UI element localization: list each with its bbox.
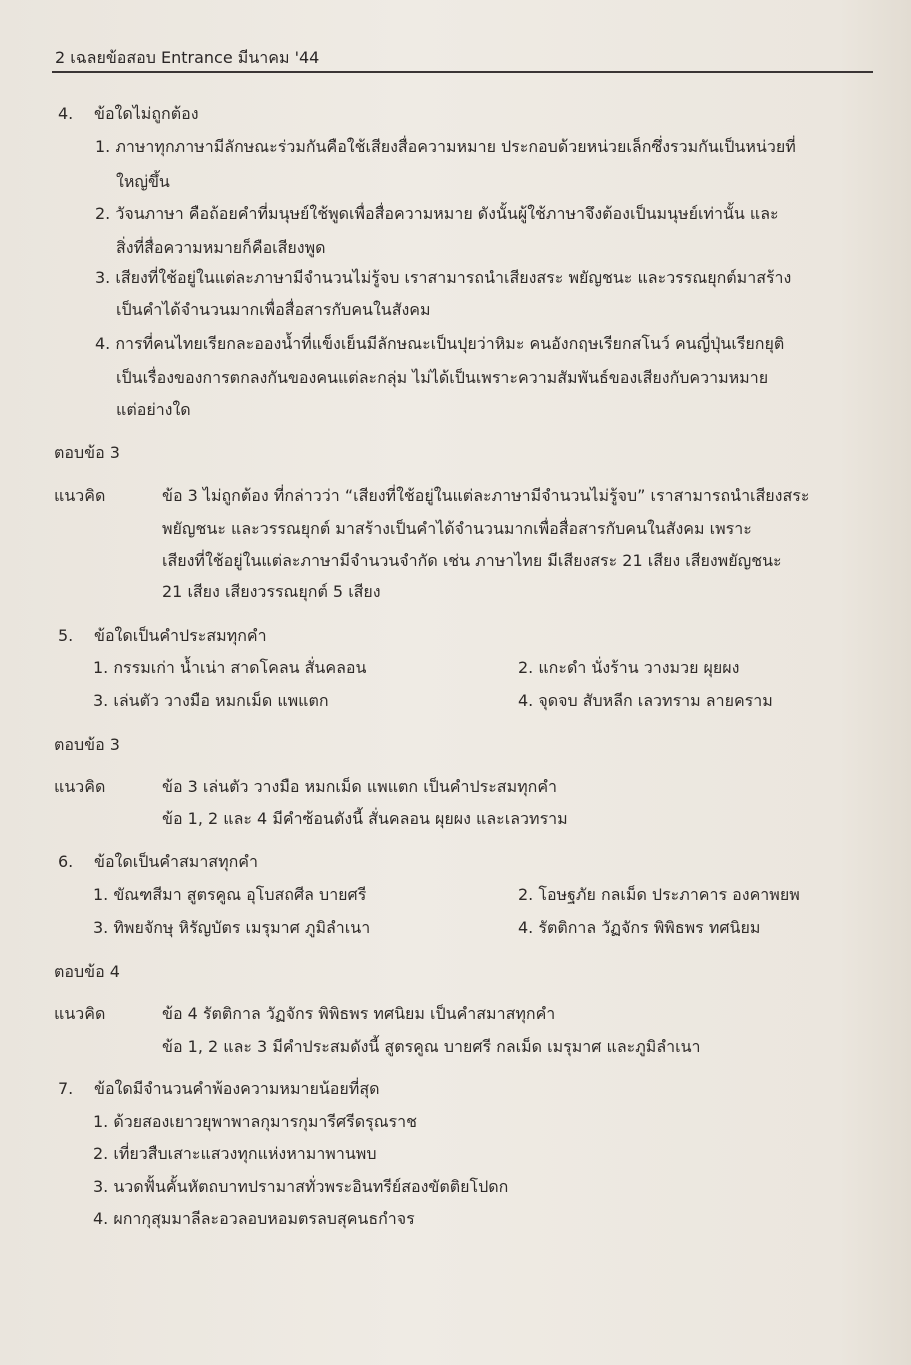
q4-note-line-2: พยัญชนะ และวรรณยุกต์ มาสร้างเป็นคำได้จำนวนมากเพื่อสื่อสารกับคนในสังคม เพราะ [162, 519, 752, 538]
q4-option-3-line-2: เป็นคำได้จำนวนมากเพื่อสื่อสารกับคนในสังคม [116, 300, 431, 319]
question-number: 7. [58, 1079, 74, 1098]
question-number: 6. [58, 852, 74, 871]
option-text: 1. ภาษาทุกภาษามีลักษณะร่วมกันคือใช้เสียงสื่อความหมาย ประกอบด้วยหน่วยเล็กซึ่งรวมกันเป็นหน่วยที่ [95, 137, 796, 156]
running-header [55, 46, 319, 71]
q4-option-1-line-2: ใหญ่ขึ้น [116, 172, 170, 191]
q6-option-2: 2. โอษฐภัย กลเม็ด ประภาคาร องคาพยพ [518, 885, 800, 904]
q4-note-line-1: ข้อ 3 ไม่ถูกต้อง ที่กล่าวว่า “เสียงที่ใช้อยู่ในแต่ละภาษามีจำนวนไม่รู้จบ” เราสามารถนำเสียงสระ [162, 486, 810, 505]
q7-option-3: 3. นวดฟั้นคั้นหัตถบาทปรามาสทั่วพระอินทรีย์สองขัตติยโปดก [93, 1177, 509, 1196]
question-6-prompt [58, 850, 258, 875]
q5-option-1: 1. กรรมเก่า น้ำเน่า สาดโคลน สั่นคลอน [93, 658, 367, 677]
q4-option-4-line-1: 4. การที่คนไทยเรียกละอองน้ำที่แข็งเย็นมีลักษณะเป็นปุยว่าหิมะ คนอังกฤษเรียกสโนว์ คนญี่ปุ่นเรียกยุติ [95, 334, 785, 353]
question-text: ข้อใดเป็นคำสมาสทุกคำ [94, 852, 258, 871]
q5-option-2: 2. แกะดำ นั่งร้าน วางมวย ผุยผง [518, 658, 740, 677]
page-number: 2 [55, 48, 66, 67]
q4-option-2-line-1: 2. วัจนภาษา คือถ้อยคำที่มนุษย์ใช้พูดเพื่อสื่อความหมาย ดังนั้นผู้ใช้ภาษาจึงต้องเป็นมนุษย์เท่านั้น และ [95, 204, 779, 223]
q4-note-label: แนวคิด [54, 486, 106, 505]
q6-option-1: 1. ขัณฑสีมา สูตรคูณ อุโบสถศีล บายศรี [93, 885, 367, 904]
q4-option-1-line-1 [95, 135, 875, 160]
q5-answer: ตอบข้อ 3 [54, 735, 120, 754]
question-number: 4. [58, 104, 74, 123]
q5-note-line-1: ข้อ 3 เล่นตัว วางมือ หมกเม็ด แพแตก เป็นคำประสมทุกคำ [162, 777, 558, 796]
q6-option-4: 4. รัตติกาล วัฏจักร พิพิธพร ทศนิยม [518, 918, 761, 937]
q4-note-line-3: เสียงที่ใช้อยู่ในแต่ละภาษามีจำนวนจำกัด เช่น ภาษาไทย มีเสียงสระ 21 เสียง เสียงพยัญชนะ [162, 551, 782, 570]
q5-note-label: แนวคิด [54, 777, 106, 796]
q4-option-4-line-2: เป็นเรื่องของการตกลงกันของคนแต่ละกลุ่ม ไม่ได้เป็นเพราะความสัมพันธ์ของเสียงกับความหมาย [116, 368, 769, 387]
q4-option-3-line-1: 3. เสียงที่ใช้อยู่ในแต่ละภาษามีจำนวนไม่รู้จบ เราสามารถนำเสียงสระ พยัญชนะ และวรรณยุกต์มาสร้าง [95, 268, 792, 287]
header-divider [52, 71, 873, 73]
q5-option-3: 3. เล่นตัว วางมือ หมกเม็ด แพแตก [93, 691, 329, 710]
q7-option-2: 2. เที่ยวสืบเสาะแสวงทุกแห่งหามาพานพบ [93, 1144, 377, 1163]
q6-note-label: แนวคิด [54, 1004, 106, 1023]
question-text: ข้อใดไม่ถูกต้อง [94, 104, 199, 123]
question-text: ข้อใดมีจำนวนคำพ้องความหมายน้อยที่สุด [94, 1079, 380, 1098]
q6-note-line-1: ข้อ 4 รัตติกาล วัฏจักร พิพิธพร ทศนิยม เป็นคำสมาสทุกคำ [162, 1004, 556, 1023]
header-title: เฉลยข้อสอบ Entrance มีนาคม '44 [70, 48, 320, 67]
question-5-prompt [58, 624, 267, 649]
q4-option-4-line-3: แต่อย่างใด [116, 400, 191, 419]
q4-answer: ตอบข้อ 3 [54, 443, 120, 462]
question-number: 5. [58, 626, 74, 645]
q4-option-2-line-2: สิ่งที่สื่อความหมายก็คือเสียงพูด [116, 238, 326, 257]
q6-answer: ตอบข้อ 4 [54, 962, 120, 981]
q5-option-4: 4. จุดจบ สับหลีก เลวทราม ลายคราม [518, 691, 773, 710]
q7-option-4: 4. ผกากุสุมมาลีละอวลอบหอมตรลบสุคนธกำจร [93, 1209, 415, 1228]
question-4-prompt [58, 102, 199, 127]
question-7-prompt [58, 1077, 379, 1102]
q5-note-line-2: ข้อ 1, 2 และ 4 มีคำซ้อนดังนี้ สั่นคลอน ผุยผง และเลวทราม [162, 809, 568, 828]
q6-option-3: 3. ทิพยจักษุ หิรัญบัตร เมรุมาศ ภูมิลำเนา [93, 918, 371, 937]
q4-note-line-4: 21 เสียง เสียงวรรณยุกต์ 5 เสียง [162, 582, 381, 601]
q6-note-line-2: ข้อ 1, 2 และ 3 มีคำประสมดังนี้ สูตรคูณ บายศรี กลเม็ด เมรุมาศ และภูมิลำเนา [162, 1037, 701, 1056]
q7-option-1: 1. ด้วยสองเยาวยุพาพาลกุมารกุมารีศรีดรุณราช [93, 1112, 417, 1131]
question-text: ข้อใดเป็นคำประสมทุกคำ [94, 626, 267, 645]
